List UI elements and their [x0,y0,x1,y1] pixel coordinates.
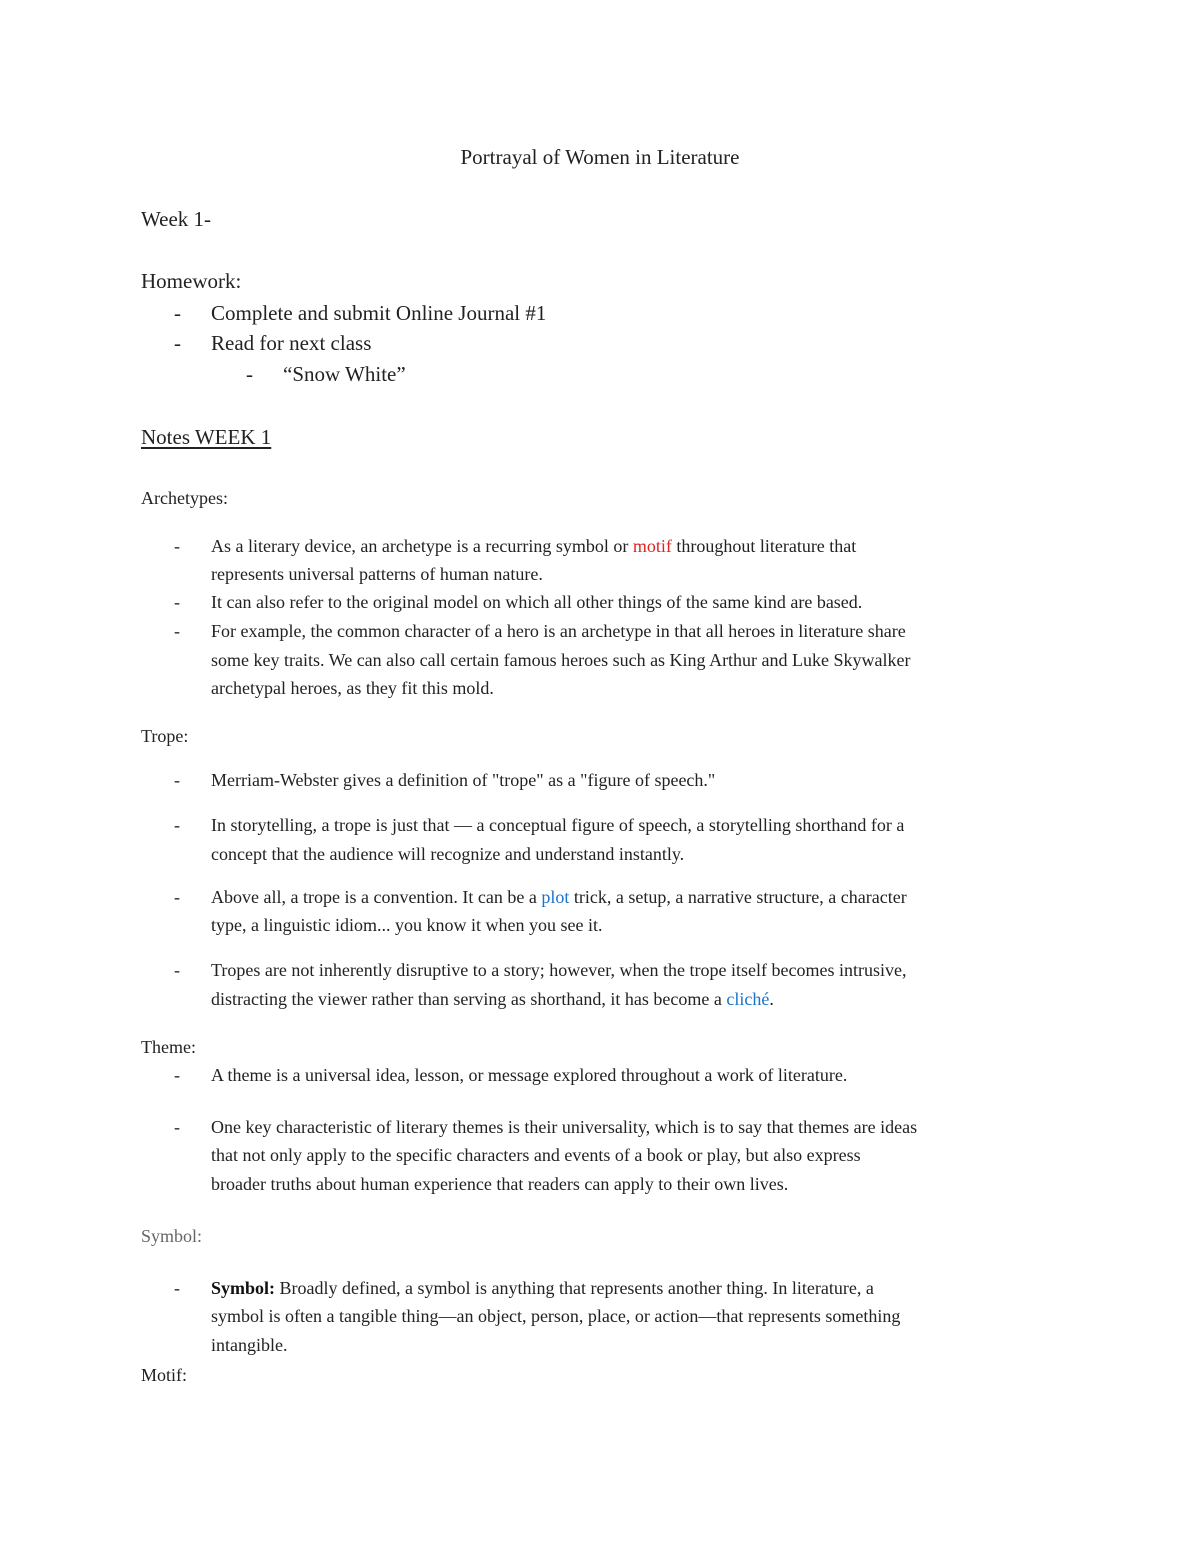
homework-heading: Homework: [141,269,242,293]
section-heading-symbol: Symbol: [141,1226,203,1246]
theme-line: broader truths about human experience that readers can apply to their own lives. [211,1174,789,1194]
bullet-dash: - [174,331,181,355]
archetype-line: some key traits. We can also call certain famous heroes such as King Arthur and Luke Skywalker [211,650,911,670]
trope-line: Tropes are not inherently disruptive to a story; however, when the trope itself becomes intrusive, [211,960,907,980]
bullet-dash: - [174,815,180,835]
trope-line: distracting the viewer rather than serving as shorthand, it has become a cliché. [211,989,774,1009]
plot-link[interactable]: plot [541,887,570,907]
bullet-dash: - [174,536,180,556]
homework-item: Read for next class [211,331,372,355]
bullet-dash: - [174,1278,180,1298]
archetype-line: It can also refer to the original model on which all other things of the same kind are based. [211,592,863,612]
bullet-dash: - [174,960,180,980]
trope-line: Merriam-Webster gives a definition of "trope" as a "figure of speech." [211,770,716,790]
theme-line: that not only apply to the specific characters and events of a book or play, but also express [211,1145,861,1165]
symbol-term: Symbol: [211,1278,276,1298]
homework-subitem: “Snow White” [283,362,406,386]
document-title: Portrayal of Women in Literature [460,145,740,169]
bullet-dash: - [174,770,180,790]
archetype-line: For example, the common character of a hero is an archetype in that all heroes in literature share [211,621,906,641]
week-heading: Week 1- [141,207,212,231]
trope-line: Above all, a trope is a convention. It can be a plot trick, a setup, a narrative structure, a character [211,887,907,907]
notes-heading: Notes WEEK 1 [141,425,272,449]
bullet-dash: - [246,362,253,386]
trope-line: concept that the audience will recognize and understand instantly. [211,844,685,864]
bullet-dash: - [174,621,180,641]
symbol-line: intangible. [211,1335,288,1355]
bullet-dash: - [174,887,180,907]
cliche-link[interactable]: cliché [726,989,770,1009]
section-heading-trope: Trope: [141,726,189,746]
theme-line: A theme is a universal idea, lesson, or message explored throughout a work of literature. [211,1065,848,1085]
trope-line: type, a linguistic idiom... you know it when you see it. [211,915,603,935]
bullet-dash: - [174,1117,180,1137]
archetype-line: As a literary device, an archetype is a recurring symbol or motif throughout literature that [211,536,857,556]
symbol-line: symbol is often a tangible thing—an object, person, place, or action—that represents something [211,1306,901,1326]
archetype-line: archetypal heroes, as they fit this mold. [211,678,494,698]
bullet-dash: - [174,301,181,325]
symbol-line: Symbol: Broadly defined, a symbol is anything that represents another thing. In literature, a [211,1278,874,1298]
homework-item: Complete and submit Online Journal #1 [211,301,547,325]
archetype-line: represents universal patterns of human nature. [211,564,543,584]
section-heading-theme: Theme: [141,1037,196,1057]
bullet-dash: - [174,592,180,612]
section-heading-motif: Motif: [141,1365,188,1385]
motif-link[interactable]: motif [632,536,672,556]
trope-line: In storytelling, a trope is just that — a conceptual figure of speech, a storytelling shorthand for a [211,815,905,835]
theme-line: One key characteristic of literary themes is their universality, which is to say that themes are ideas [211,1117,918,1137]
bullet-dash: - [174,1065,180,1085]
section-heading-archetypes: Archetypes: [141,488,228,508]
